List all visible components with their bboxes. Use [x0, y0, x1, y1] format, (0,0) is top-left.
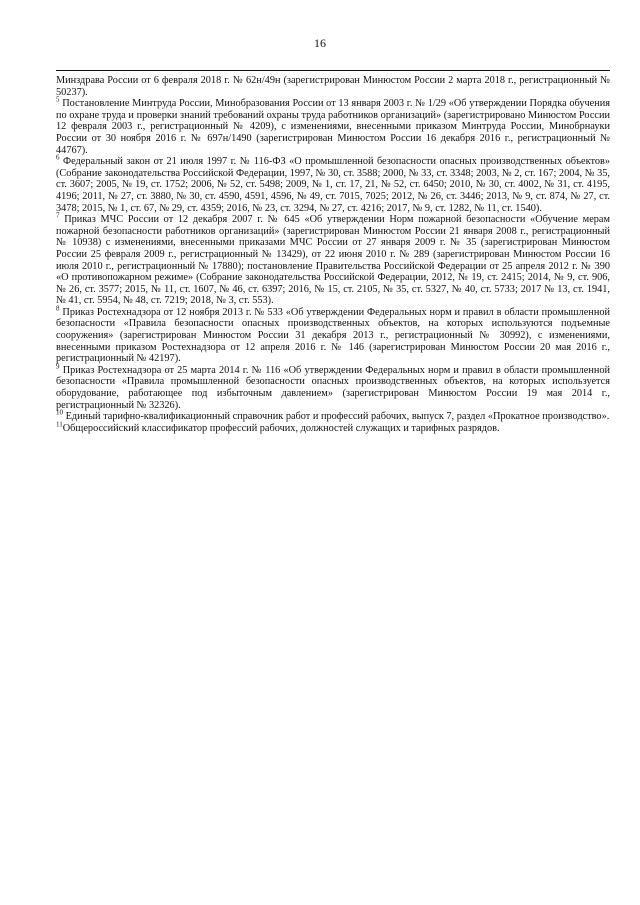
footnote-text: Постановление Минтруда России, Минобразования России от 13 января 2003 г. № 1/29 «Об утверждении Порядка обучения по охране труда и проверки знаний требований охраны труда работников организаций» (зарегистрировано Минюстом России 12 февраля 2003 г., регистрационный № 4209), с изменениями, внесенными приказом Минтруда России, Минобрнауки России от 30 ноября 2016 г. № 697н/1490 (зарегистрирован Минюстом России 16 декабря 2016 г., регистрационный № 44767). [56, 98, 610, 156]
footnote-mark: 7 [56, 211, 60, 220]
footnote-text: Единый тарифно-квалификационный справочник работ и профессий рабочих, выпуск 7, раздел «Прокатное производство». [65, 411, 610, 423]
footnote-mark: 6 [56, 153, 60, 162]
footnote-text: Федеральный закон от 21 июля 1997 г. № 116-ФЗ «О промышленной безопасности опасных производственных объектов» (Собрание законодательства Российской Федерации, 1997, № 30, ст. 3588; 2000, № 33, ст. 3348; 2003, № 2, ст. 167; 2004, № 35, ст. 3607; 2005, № 19, ст. 1752; 2006, № 52, ст. 5498; 2009, № 1, ст. 17, 21, № 52, ст. 6450; 2010, № 30, ст. 4002, № 31, ст. 4195, 4196; 2011, № 27, ст. 3880, № 30, ст. 4590, 4591, 4596, № 49, ст. 7015, 7025; 2012, № 26, ст. 3446; 2013, № 9, ст. 874, № 27, ст. 3478; 2015, № 1, ст. 67, № 29, ст. 4359; 2016, № 23, ст. 3294, № 27, ст. 4216; 2017, № 9, ст. 1282, № 11, ст. 1540). [56, 156, 610, 214]
footnote-mark: 8 [56, 304, 60, 313]
footnote-mark: 9 [56, 362, 60, 371]
footnote-separator [56, 70, 610, 71]
footnote-mark: 10 [56, 408, 63, 417]
footnote-10 [56, 408, 610, 423]
footnote-8 [56, 304, 610, 365]
footnote-mark: 5 [56, 95, 60, 104]
footnote-text: Приказ Ростехнадзора от 25 марта 2014 г. № 116 «Об утверждении Федеральных норм и правил в области промышленной безопасности «Правила промышленной безопасности опасных производственных объектов, на которых используется оборудование, работающее под избыточным давлением» (зарегистрирован Минюстом России 19 мая 2014 г., регистрационный № 32326). [56, 364, 611, 411]
page-number: 16 [314, 36, 326, 50]
footnote-9 [56, 362, 611, 411]
footnotes [56, 75, 610, 434]
footnote-11 [56, 420, 610, 435]
footnote-text: Общероссийский классификатор профессий рабочих, должностей служащих и тарифных разрядов. [62, 422, 500, 434]
footnote-6 [56, 153, 610, 214]
footnote-text: Приказ МЧС России от 12 декабря 2007 г. № 645 «Об утверждении Норм пожарной безопасности «Обучение мерам пожарной безопасности работников организаций» (зарегистрирован Минюстом России 21 января 2008 г., регистрационный № 10938) с изменениями, внесенными приказами МЧС России от 27 января 2009 г. № 35 (зарегистрирован Минюстом России 25 февраля 2009 г., регистрационный № 13429), от 22 июня 2010 г. № 289 (зарегистрирован Минюстом России 16 июля 2010 г., регистрационный № 17880); постановление Правительства Российской Федерации от 25 апреля 2012 г. № 390 «О противопожарном режиме» (Собрание законодательства Российской Федерации, 2012, № 19, ст. 2415; 2014, № 9, ст. 906, № 26, ст. 3577; 2015, № 11, ст. 1607, № 46, ст. 6397; 2016, № 15, ст. 2105, № 35, ст. 5327, № 40, ст. 5733; 2017 № 13, ст. 1941, № 41, ст. 5954, № 48, ст. 7219; 2018, № 3, ст. 553). [56, 214, 610, 307]
footnote-text: Минздрава России от 6 февраля 2018 г. № 62н/49н (зарегистрирован Минюстом России 2 марта 2018 г., регистрационный № 50237). [56, 75, 610, 98]
footnote-continuation [56, 75, 610, 98]
footnote-5 [56, 95, 610, 156]
footnote-text: Приказ Ростехнадзора от 12 ноября 2013 г. № 533 «Об утверждении Федеральных норм и правил в области промышленной безопасности «Правила безопасности опасных производственных объектов, на которых используются подъемные сооружения» (зарегистрирован Минюстом России 31 декабря 2013 г., регистрационный № 30992), с изменениями, внесенными приказом Ростехнадзора от 12 апреля 2016 г. № 146 (зарегистрирован Минюстом России 20 мая 2016 г., регистрационный № 42197). [56, 306, 610, 365]
footnote-mark: 11 [56, 420, 63, 429]
footnote-7 [56, 211, 610, 307]
